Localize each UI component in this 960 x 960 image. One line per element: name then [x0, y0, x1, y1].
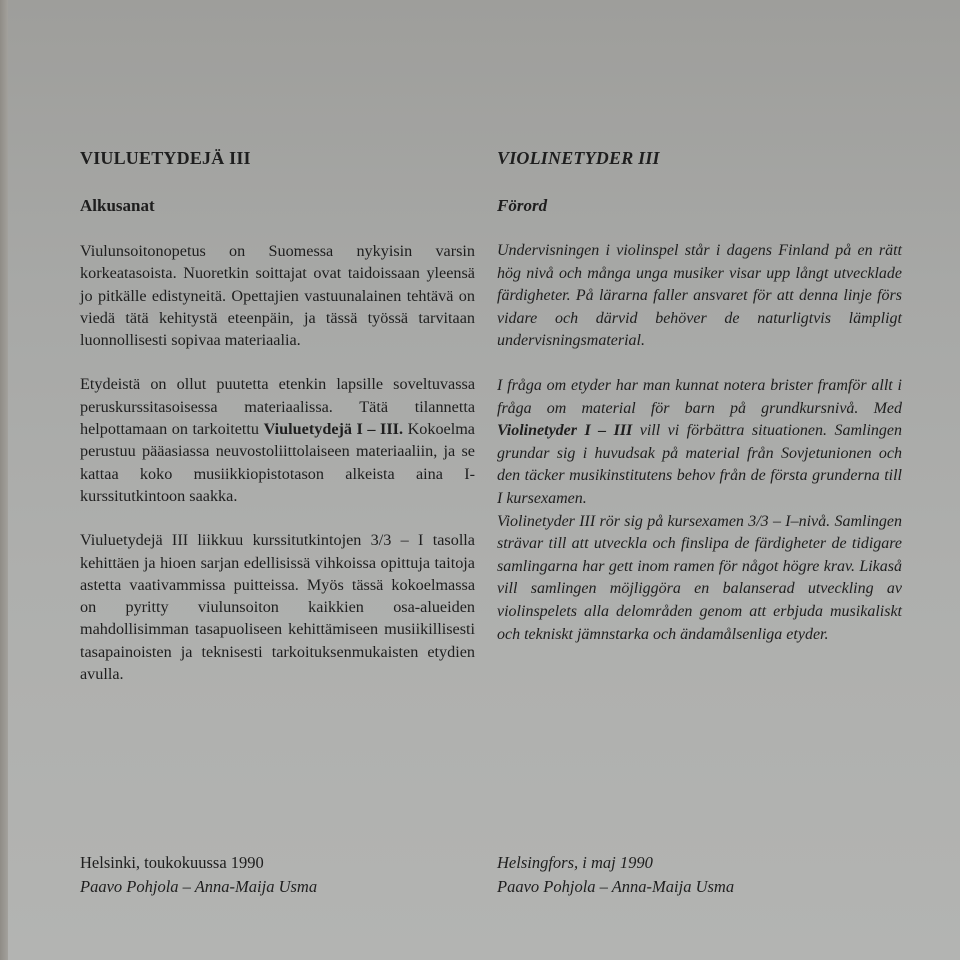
swedish-title: VIOLINETYDER III [497, 148, 660, 168]
finnish-paragraph-1: Viulunsoitonopetus on Suomessa nykyisin varsin korkeatasoista. Nuoretkin soittajat ovat taidoissaan yleensä jo pitkälle edistyneitä. Opettajien vastuunalainen tehtävä on viedä tätä kehitystä eteenpäin, ja tässä työssä tarvitaan luonnollisesti sopivaa materiaalia. [80, 242, 475, 350]
swedish-subtitle: Förord [497, 196, 548, 215]
finnish-paragraph-3: Viuluetydejä III liikkuu kurssitutkintojen 3/3 – I tasolla kehittäen ja hioen sarjan edellisissä vihkoissa opittuja taitoja astetta vaativammissa puitteissa. Myös tässä kokoelmassa on pyritty viulunsoiton kaikkien osa-alueiden mahdollisimman tasapuoliseen kehittämiseen musiikillisesti tasapainoisten ja teknisesti tarkoituksenmukaisten etydien avulla. [80, 531, 475, 684]
finnish-paragraph-2-text: Etydeistä on ollut puutetta etenkin lapsille soveltuvassa peruskurssitasoisessa materiaalissa. Tätä tilannetta helpottamaan on tarkoitettu [80, 375, 475, 439]
swedish-paragraph-2-rest: vill vi förbättra situationen. Samlingen grundar sig i huvudsak på material från Sovjetunionen och den täcker musikinstitutens behov från de första grunderna till I kursexamen. [497, 422, 902, 507]
swedish-paragraph-2 [497, 375, 902, 511]
page-binding-edge [0, 0, 8, 960]
finnish-signature [80, 851, 317, 899]
swedish-column [497, 146, 902, 646]
swedish-authors: Paavo Pohjola – Anna-Maija Usma [497, 877, 735, 896]
finnish-title: VIULUETYDEJÄ III [80, 148, 251, 168]
finnish-authors: Paavo Pohjola – Anna-Maija Usma [80, 877, 318, 896]
swedish-place-date: Helsingfors, i maj 1990 [497, 853, 653, 872]
finnish-paragraph-2 [80, 373, 475, 507]
swedish-paragraph-2-text: I fråga om etyder har man kunnat notera brister framför allt i fråga om material för barn på grundkursnivå. Med [497, 376, 902, 417]
swedish-series-title: Violinetyder I – III [497, 422, 633, 440]
finnish-place-date: Helsinki, toukokuussa 1990 [80, 853, 264, 872]
finnish-column [80, 146, 475, 685]
swedish-paragraph-3: Violinetyder III rör sig på kursexamen 3/3 – I–nivå. Samlingen strävar till att utveckla och finslipa de färdigheter de tidigare samlingarna har gett inom ramen för något högre krav. Likaså vill samlingen möjliggöra en balanserad utveckling av violinspelets alla delområden genom att erbjuda musikaliskt och tekniskt jämnstarka och ändamålsenliga etyder. [497, 512, 902, 643]
swedish-paragraph-1: Undervisningen i violinspel står i dagens Finland på en rätt hög nivå och många unga musiker visar upp långt utvecklade färdigheter. På lärarna faller ansvaret för att denna linje förs vidare och därvid behöver de naturligtvis lämpligt undervisningsmaterial. [497, 242, 902, 350]
swedish-signature [497, 851, 734, 899]
finnish-subtitle: Alkusanat [80, 196, 155, 215]
finnish-paragraph-2-rest: Kokoelma perustuu pääasiassa neuvostoliittolaiseen materiaaliin, ja se kattaa koko musiikkiopistotason alkeista aina I-kurssitutkintoon saakka. [80, 420, 475, 505]
finnish-series-title: Viuluetydejä I – III. [263, 420, 404, 439]
